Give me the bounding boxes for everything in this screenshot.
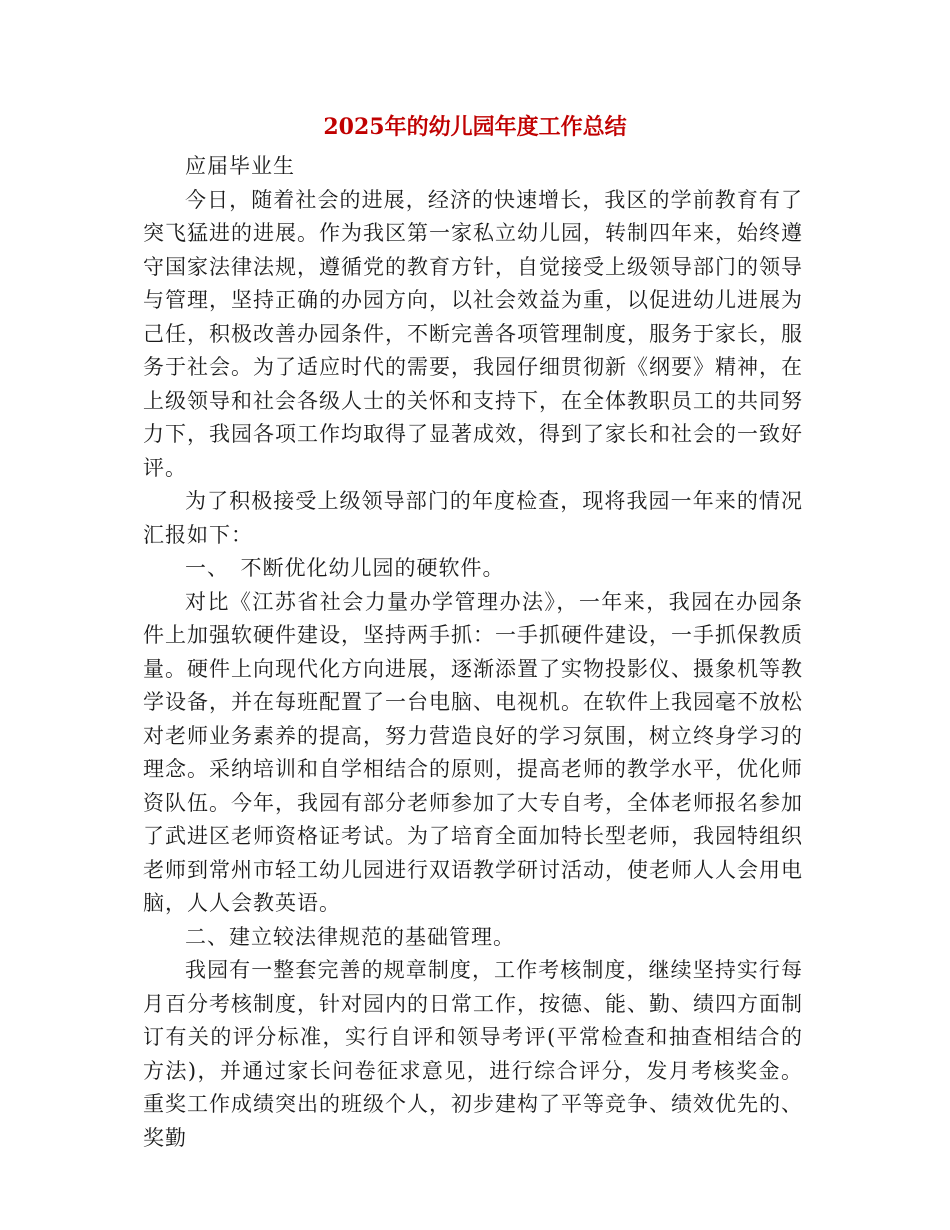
paragraph-author: 应届毕业生 [185, 154, 295, 178]
paragraph-section-1: 对比《江苏省社会力量办学管理办法》，一年来，我园在办园条件上加强软硬件建设，坚持两手抓：一手抓硬件建设，一手抓保教质量。硬件上向现代化方向进展，逐渐添置了实物投影仪、摄象机等教学设备，并在每班配置了一台电脑、电视机。在软件上我园毫不放松对老师业务素养的提高，努力营造良好的学习氛围，树立终身学习的理念。采纳培训和自学相结合的原则，提高老师的教学水平，优化师资队伍。今年，我园有部分老师参加了大专自考，全体老师报名参加了武进区老师资格证考试。为了培育全面加特长型老师，我园特组织老师到常州市轻工幼儿园进行双语教学研讨活动，使老师人人会用电脑，人人会教英语。 [143, 589, 803, 915]
paragraph-intro: 今日，随着社会的进展，经济的快速增长，我区的学前教育有了突飞猛进的进展。作为我区第一家私立幼儿园，转制四年来，始终遵守国家法律法规，遵循党的教育方针，自觉接受上级领导部门的领导与管理，坚持正确的办园方向，以社会效益为重，以促进幼儿进展为己任，积极改善办园条件，不断完善各项管理制度，服务于家长，服务于社会。为了适应时代的需要，我园仔细贯彻新《纲要》精神，在上级领导和社会各级人士的关怀和支持下，在全体教职员工的共同努力下，我园各项工作均取得了显著成效，得到了家长和社会的一致好评。 [143, 187, 803, 480]
document-body [143, 150, 803, 1155]
section-heading-1: 一、 不断优化幼儿园的硬软件。 [185, 556, 505, 580]
paragraph-report-lead: 为了积极接受上级领导部门的年度检查，现将我园一年来的情况汇报如下： [143, 489, 803, 547]
section-heading-2: 二、建立较法律规范的基础管理。 [185, 924, 515, 949]
document-title: 2025年的幼儿园年度工作总结 [323, 114, 627, 140]
paragraph-section-2: 我园有一整套完善的规章制度，工作考核制度，继续坚持实行每月百分考核制度，针对园内的日常工作，按德、能、勤、绩四方面制订有关的评分标准，实行自评和领导考评(平常检查和抽查相结合的方法)，并通过家长问卷征求意见，进行综合评分，发月考核奖金。重奖工作成绩突出的班级个人，初步建构了平等竞争、绩效优先的、奖勤 [143, 958, 803, 1150]
